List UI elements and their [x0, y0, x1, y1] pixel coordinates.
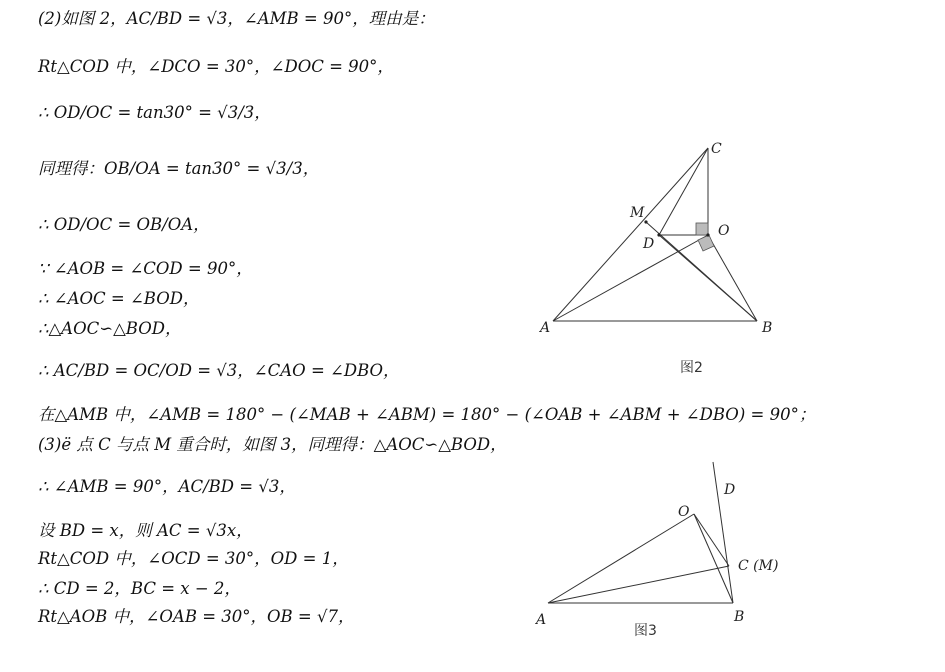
- fig3-label-B: B: [734, 609, 745, 625]
- text-line-1: (2)如图 2，AC/BD = √3，∠AMB = 90°，理由是：: [38, 9, 435, 28]
- fig3-segment-AO: [548, 514, 694, 603]
- fig3-label-C: C (M): [738, 558, 779, 574]
- fig2-label-D: D: [643, 236, 655, 252]
- text-line-15: ∴ CD = 2，BC = x − 2，: [38, 579, 241, 598]
- text-line-14: Rt△COD 中，∠OCD = 30°，OD = 1，: [38, 549, 349, 568]
- fig2-label-M: M: [630, 205, 645, 221]
- text-line-11: (3)ë 点 C 与点 M 重合时，如图 3，同理得：△AOC∽△BOD，: [38, 435, 507, 454]
- fig3-caption: 图3: [634, 623, 657, 639]
- fig2-label-A: A: [540, 320, 551, 336]
- fig2-caption: 图2: [680, 360, 703, 376]
- text-line-13: 设 BD = x，则 AC = √3x，: [38, 521, 253, 540]
- fig3-label-D: D: [724, 482, 736, 498]
- text-line-8: ∴△AOC∽△BOD，: [38, 319, 182, 338]
- fig2-label-B: B: [762, 320, 773, 336]
- text-line-4: 同理得：OB/OA = tan30° = √3/3，: [38, 159, 320, 178]
- text-line-16: Rt△AOB 中，∠OAB = 30°，OB = √7，: [38, 607, 355, 626]
- text-line-10: 在△AMB 中，∠AMB = 180° − (∠MAB + ∠ABM) = 180° − (∠OAB + ∠ABM + ∠DBO) = 90°；: [38, 405, 816, 424]
- text-line-2: Rt△COD 中，∠DCO = 30°，∠DOC = 90°，: [38, 57, 394, 76]
- text-line-3: ∴ OD/OC = tan30° = √3/3，: [38, 103, 271, 122]
- fig2-label-C: C: [711, 141, 722, 157]
- text-line-6: ∵ ∠AOB = ∠COD = 90°，: [38, 259, 253, 278]
- text-line-7: ∴ ∠AOC = ∠BOD，: [38, 289, 200, 308]
- text-line-5: ∴ OD/OC = OB/OA，: [38, 215, 210, 234]
- fig3-label-A: A: [536, 612, 547, 628]
- fig2-label-O: O: [718, 223, 730, 239]
- text-line-12: ∴ ∠AMB = 90°，AC/BD = √3，: [38, 477, 296, 496]
- text-line-9: ∴ AC/BD = OC/OD = √3，∠CAO = ∠DBO，: [38, 361, 400, 380]
- fig3-label-O: O: [678, 504, 690, 520]
- fig3-segment-AC: [548, 566, 729, 603]
